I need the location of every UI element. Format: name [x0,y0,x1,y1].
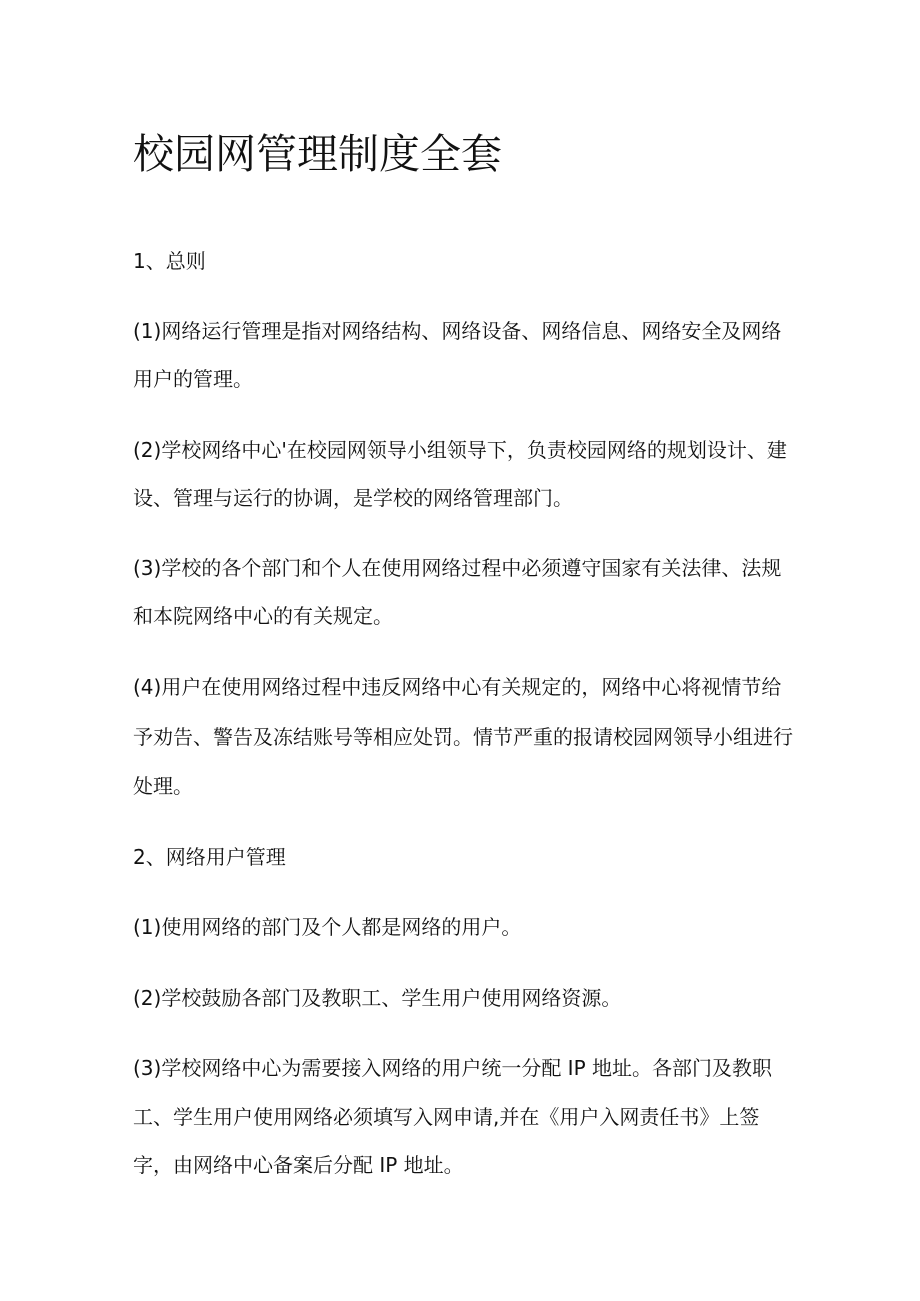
paragraph-line: (2)学校网络中心'在校园网领导小组领导下，负责校园网络的规划设计、建 [133,438,787,462]
paragraph-line: (1)网络运行管理是指对网络结构、网络设备、网络信息、网络安全及网络 [133,319,782,343]
paragraph-line: (3)学校网络中心为需要接入网络的用户统一分配 IP 地址。各部门及教职 [133,1056,773,1080]
document-title: 校园网管理制度全套 [133,130,502,178]
paragraph-line: (3)学校的各个部门和个人在使用网络过程中必须遵守国家有关法律、法规 [133,556,782,580]
paragraph-line: 设、管理与运行的协调，是学校的网络管理部门。 [133,486,573,510]
paragraph-line: (4)用户在使用网络过程中违反网络中心有关规定的，网络中心将视情节给 [133,675,782,699]
paragraph-line: 用户的管理。 [133,367,253,391]
section-heading-general: 1、总则 [133,249,206,273]
paragraph-line: 处理。 [133,774,193,798]
section-heading-user-management: 2、网络用户管理 [133,845,286,869]
paragraph-line: (2)学校鼓励各部门及教职工、学生用户使用网络资源。 [133,986,622,1010]
paragraph-line: 和本院网络中心的有关规定。 [133,604,393,628]
paragraph-line: 工、学生用户使用网络必须填写入网申请,并在《用户入网责任书》上签 [133,1105,760,1129]
paragraph-line: (1)使用网络的部门及个人都是网络的用户。 [133,915,522,939]
paragraph-line: 字，由网络中心备案后分配 IP 地址。 [133,1153,464,1177]
paragraph-line: 予劝告、警告及冻结账号等相应处罚。情节严重的报请校园网领导小组进行 [133,725,793,749]
